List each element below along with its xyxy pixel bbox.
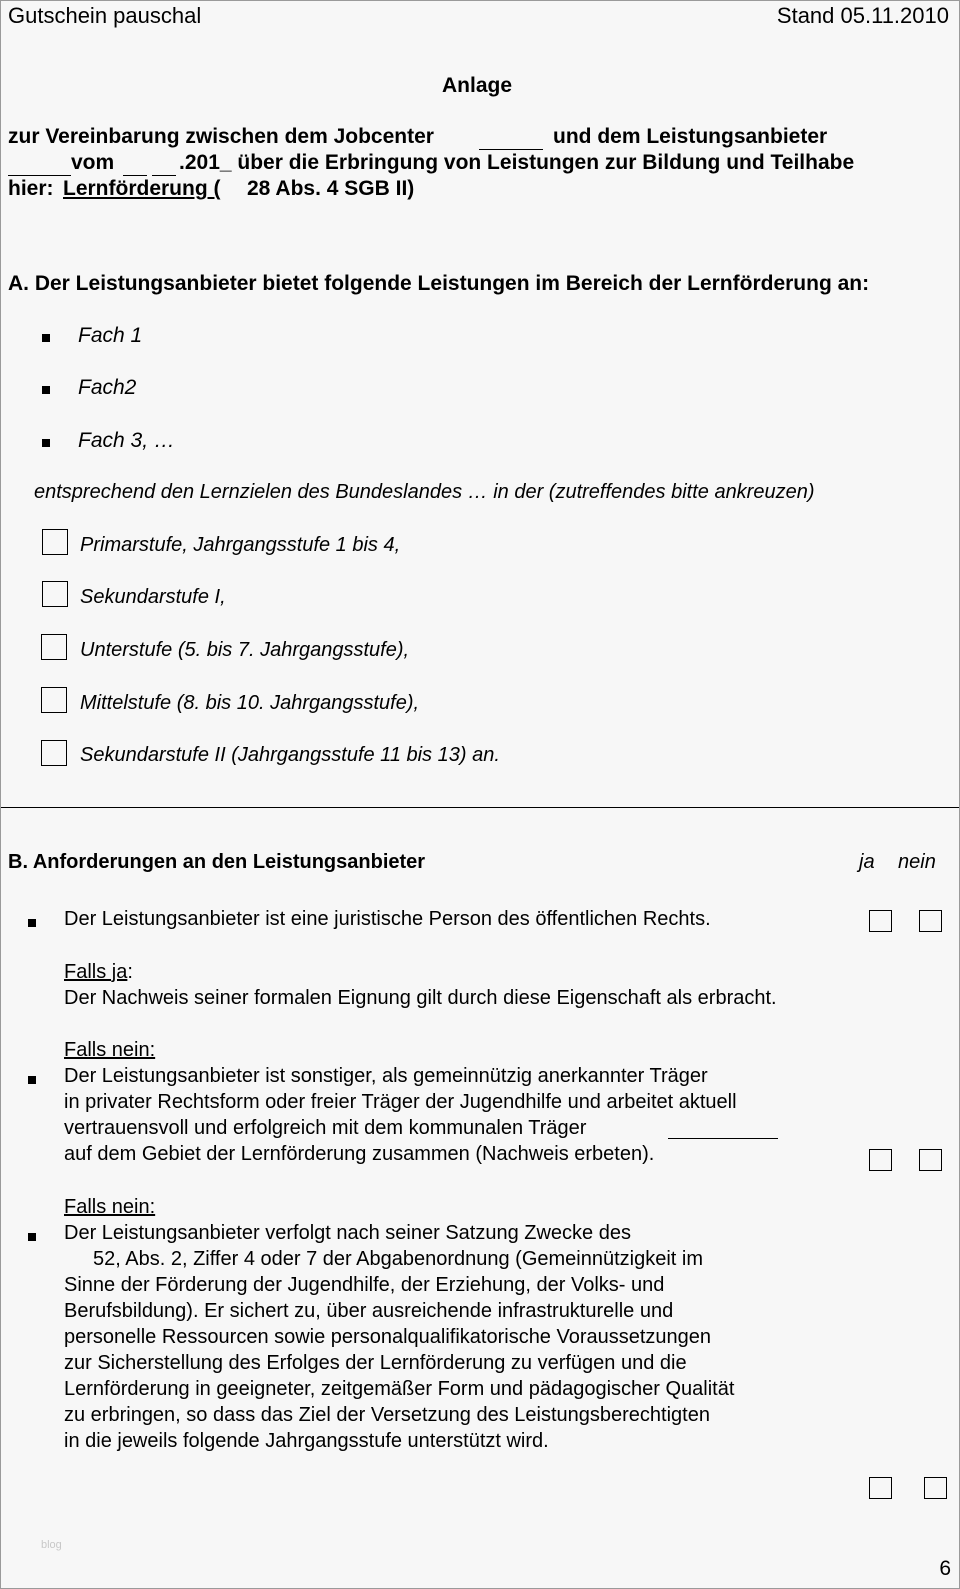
checkbox-req2-nein[interactable] [919,1149,942,1171]
intro-line1-a: zur Vereinbarung zwischen dem Jobcenter [8,125,434,148]
requirement-2-line-1: Der Leistungsanbieter ist sonstiger, als gemeinnützig anerkannter Träger [64,1065,708,1087]
section-a-heading: A. Der Leistungsanbieter bietet folgende Leistungen im Bereich der Lernförderung an: [8,272,870,295]
blank-jobcenter [479,149,543,150]
bullet-icon [42,439,50,447]
requirement-3-line-5: personelle Ressourcen sowie personalqualifikatorische Voraussetzungen [64,1326,712,1348]
requirement-3-line-2: 52, Abs. 2, Ziffer 4 oder 7 der Abgabenordnung (Gemeinnützigkeit im [93,1248,703,1270]
page-number: 6 [939,1557,951,1580]
intro-line1-b: und dem Leistungsanbieter [553,125,828,148]
subject-2: Fach2 [78,376,137,399]
section-a-note: entsprechend den Lernzielen des Bundeslandes … in der (zutreffendes bitte ankreuzen) [34,481,815,503]
bullet-icon [28,1233,36,1241]
blank-date-2 [152,175,176,176]
level-mittelstufe: Mittelstufe (8. bis 10. Jahrgangsstufe), [80,692,420,714]
subject-1: Fach 1 [78,324,143,347]
falls-ja-text: Der Nachweis seiner formalen Eignung gilt durch diese Eigenschaft als erbracht. [64,987,777,1009]
requirement-2-line-4: auf dem Gebiet der Lernförderung zusammen (Nachweis erbeten). [64,1143,655,1165]
checkbox-req1-nein[interactable] [919,910,942,932]
level-sekundarstufe-2: Sekundarstufe II (Jahrgangsstufe 11 bis 13) an. [80,744,500,766]
checkbox-sekundarstufe-1[interactable] [42,581,68,607]
column-ja: ja [859,851,875,873]
checkbox-unterstufe[interactable] [41,634,67,660]
checkbox-mittelstufe[interactable] [41,687,67,713]
checkbox-req2-ja[interactable] [869,1149,892,1171]
requirement-3-line-9: in die jeweils folgende Jahrgangsstufe unterstützt wird. [64,1430,549,1452]
blank-kommunaler-traeger [668,1138,778,1139]
requirement-3-line-3: Sinne der Förderung der Jugendhilfe, der Erziehung, der Volks- und [64,1274,665,1296]
blank-day [8,175,71,176]
bullet-icon [28,1076,36,1084]
level-unterstufe: Unterstufe (5. bis 7. Jahrgangsstufe), [80,639,410,661]
page-title: Anlage [442,74,513,97]
falls-nein-label-1: Falls nein: [64,1039,156,1061]
checkbox-sekundarstufe-2[interactable] [41,740,67,766]
level-sekundarstufe-1: Sekundarstufe I, [80,586,226,608]
bullet-icon [28,919,36,927]
falls-ja-word: Falls ja [64,961,128,983]
intro-line2-b: .201_ über die Erbringung von Leistungen zur Bildung und Teilhabe [179,151,855,174]
requirement-2-line-2: in privater Rechtsform oder freier Träger der Jugendhilfe und arbeitet aktuell [64,1091,737,1113]
section-b-heading: B. Anforderungen an den Leistungsanbieter [8,851,426,873]
checkbox-req1-ja[interactable] [869,910,892,932]
intro-line3-b: Lernförderung ( [63,177,221,200]
watermark: blog [41,1539,62,1551]
requirement-3-line-6: zur Sicherstellung des Erfolges der Lernförderung zu verfügen und die [64,1352,687,1374]
requirement-3-line-7: Lernförderung in geeigneter, zeitgemäßer Form und pädagogischer Qualität [64,1378,735,1400]
requirement-3-line-4: Berufsbildung). Er sichert zu, über ausreichende infrastrukturelle und [64,1300,674,1322]
blank-date-1 [123,175,147,176]
bullet-icon [42,386,50,394]
falls-ja-label [64,961,133,984]
requirement-2-line-3: vertrauensvoll und erfolgreich mit dem kommunalen Träger [64,1117,587,1139]
falls-ja-colon: : [127,961,133,983]
column-nein: nein [898,851,936,873]
header-right: Stand 05.11.2010 [776,3,949,28]
falls-nein-label-2: Falls nein: [64,1196,156,1218]
level-primarstufe: Primarstufe, Jahrgangsstufe 1 bis 4, [80,534,401,556]
requirement-3-line-8: zu erbringen, so dass das Ziel der Versetzung des Leistungsberechtigten [64,1404,710,1426]
checkbox-req3-nein[interactable] [924,1477,947,1499]
subject-3: Fach 3, … [78,429,175,452]
section-divider [1,807,959,808]
intro-line3-c: 28 Abs. 4 SGB II) [247,177,415,200]
intro-line2-a: vom [71,151,115,174]
requirement-3-line-1: Der Leistungsanbieter verfolgt nach seiner Satzung Zwecke des [64,1222,631,1244]
header-left: Gutschein pauschal [8,3,202,28]
intro-line3-a: hier: [8,177,54,200]
checkbox-primarstufe[interactable] [42,529,68,555]
bullet-icon [42,334,50,342]
checkbox-req3-ja[interactable] [869,1477,892,1499]
requirement-1: Der Leistungsanbieter ist eine juristische Person des öffentlichen Rechts. [64,908,711,930]
